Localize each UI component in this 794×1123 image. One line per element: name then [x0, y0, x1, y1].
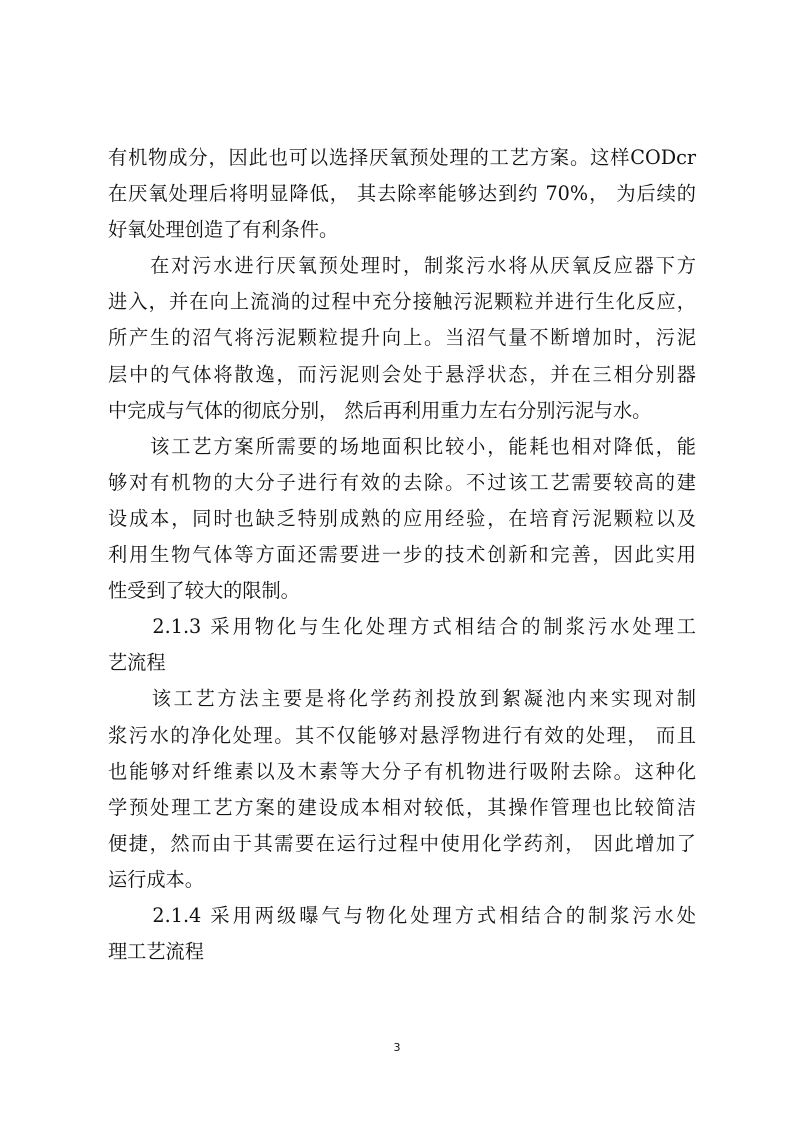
- text-line: 设成本，同时也缺乏特别成熟的应用经验，在培育污泥颗粒以及: [108, 506, 696, 530]
- text-line: 所产生的沼气将污泥颗粒提升向上。当沼气量不断增加时，污泥: [108, 326, 696, 350]
- heading-2-1-4: [108, 898, 696, 970]
- text-line: 浆污水的净化处理。其不仅能够对悬浮物进行有效的处理， 而且: [108, 723, 696, 747]
- text-line: 在对污水进行厌氧预处理时，制浆污水将从厌氧反应器下方: [108, 254, 696, 278]
- paragraph-anaerobic-process: [108, 248, 696, 428]
- heading-line: 理工艺流程: [108, 940, 204, 964]
- text-line: 运行成本。: [108, 867, 204, 891]
- heading-line: 2.1.3 采用物化与生化处理方式相结合的制浆污水处理工: [108, 615, 696, 639]
- text-line: 利用生物气体等方面还需要进一步的技术创新和完善，因此实用: [108, 543, 696, 567]
- text-line: 够对有机物的大分子进行有效的去除。不过该工艺需要较高的建: [108, 470, 696, 494]
- text-line: 便捷，然而由于其需要在运行过程中使用化学药剂， 因此增加了: [108, 831, 696, 855]
- text-line: 在厌氧处理后将明显降低， 其去除率能够达到约 70%， 为后续的: [108, 182, 696, 206]
- text-line: 学预处理工艺方案的建设成本相对较低，其操作管理也比较简洁: [108, 795, 696, 819]
- paragraph-physicochemical-process: [108, 681, 696, 898]
- heading-line: 2.1.4 采用两级曝气与物化处理方式相结合的制浆污水处: [108, 903, 696, 927]
- heading-line: 艺流程: [108, 651, 166, 675]
- paragraph-anaerobic-intro-continued: [108, 140, 696, 248]
- text-line: 有机物成分，因此也可以选择厌氧预处理的工艺方案。这样CODcr: [108, 146, 696, 169]
- text-line: 进入，并在向上流淌的过程中充分接触污泥颗粒并进行生化反应，: [108, 290, 696, 314]
- text-line: 该工艺方案所需要的场地面积比较小，能耗也相对降低，能: [108, 434, 696, 458]
- paragraph-anaerobic-evaluation: [108, 429, 696, 609]
- text-line: 中完成与气体的彻底分别， 然后再利用重力左右分别污泥与水。: [108, 398, 652, 422]
- text-line: 该工艺方法主要是将化学药剂投放到絮凝池内来实现对制: [108, 687, 696, 711]
- heading-2-1-3: [108, 609, 696, 681]
- body-text: [108, 140, 696, 970]
- text-line: 层中的气体将散逸，而污泥则会处于悬浮状态，并在三相分别器: [108, 362, 696, 386]
- page-number: 3: [393, 1041, 401, 1054]
- text-line: 性受到了较大的限制。: [108, 579, 300, 603]
- text-line: 好氧处理创造了有利条件。: [108, 218, 339, 242]
- text-line: 也能够对纤维素以及木素等大分子有机物进行吸附去除。这种化: [108, 759, 696, 783]
